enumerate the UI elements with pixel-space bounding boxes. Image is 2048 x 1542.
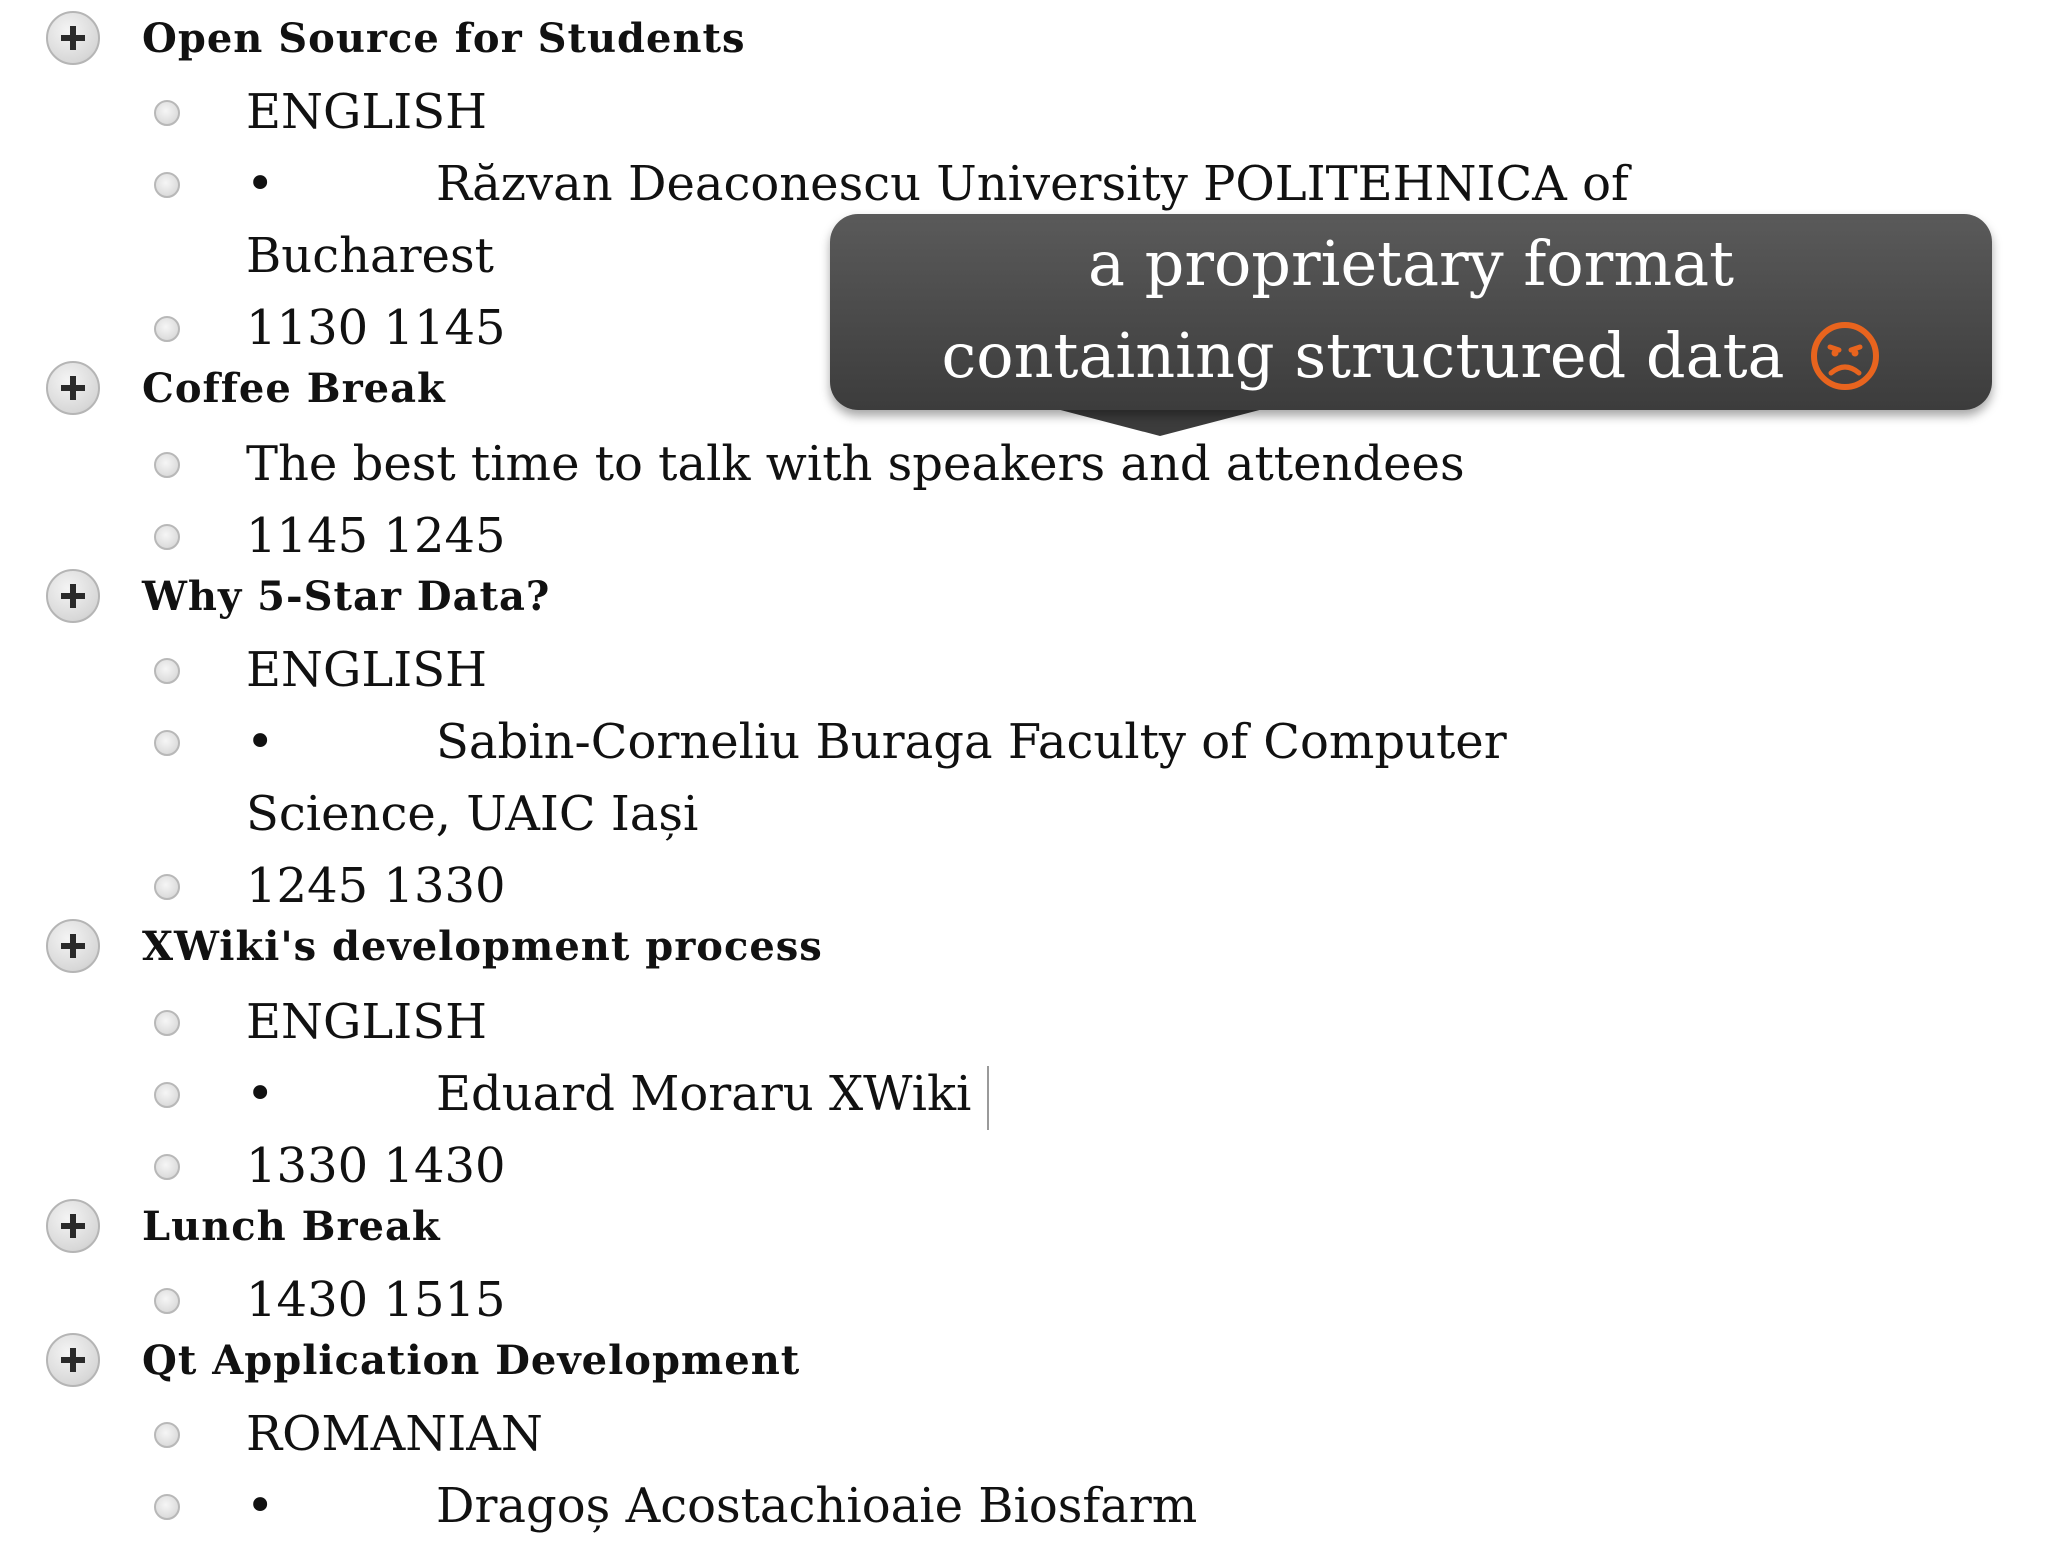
list-item [154, 436, 1465, 500]
section-header-open-source [46, 8, 746, 68]
radio-bullet-icon[interactable] [154, 1082, 180, 1108]
radio-bullet-icon[interactable] [154, 1154, 180, 1180]
bullet-glyph: • [246, 1478, 275, 1534]
section-title: Lunch Break [142, 1202, 441, 1250]
text-cursor [987, 1066, 989, 1130]
callout-line-2-text: containing structured data [941, 319, 1785, 392]
list-item [154, 508, 506, 572]
section-title: XWiki's development process [142, 922, 823, 970]
item-text-main: Sabin-Corneliu Buraga Faculty of Computer [436, 714, 1507, 770]
expand-plus-icon[interactable] [46, 1199, 100, 1253]
list-item [154, 1066, 989, 1130]
section-header-coffee-break [46, 358, 446, 418]
list-item [154, 1272, 506, 1336]
expand-plus-icon[interactable] [46, 361, 100, 415]
expand-plus-icon[interactable] [46, 1333, 100, 1387]
section-title: Coffee Break [142, 364, 446, 412]
item-text: 1130 1145 [246, 300, 506, 356]
radio-bullet-icon[interactable] [154, 100, 180, 126]
list-item [154, 642, 487, 706]
radio-bullet-icon[interactable] [154, 658, 180, 684]
list-item [154, 84, 487, 148]
radio-bullet-icon[interactable] [154, 874, 180, 900]
item-text: 1245 1330 [246, 858, 506, 914]
item-text: 1145 1245 [246, 508, 506, 564]
item-text-main: Dragoș Acostachioaie Biosfarm [436, 1478, 1198, 1534]
callout-line-2 [830, 310, 1992, 402]
list-item [154, 858, 506, 922]
radio-bullet-icon[interactable] [154, 730, 180, 756]
section-title: Open Source for Students [142, 14, 746, 62]
radio-bullet-icon[interactable] [154, 1422, 180, 1448]
callout-line-1: a proprietary format [1087, 227, 1734, 300]
callout-tooltip [830, 214, 1992, 410]
bullet-glyph: • [246, 714, 275, 770]
radio-bullet-icon[interactable] [154, 1288, 180, 1314]
radio-bullet-icon[interactable] [154, 172, 180, 198]
list-item [154, 1478, 1198, 1542]
section-header-qt [46, 1330, 800, 1390]
radio-bullet-icon[interactable] [154, 524, 180, 550]
radio-bullet-icon[interactable] [154, 1494, 180, 1520]
sad-face-icon [1810, 321, 1880, 391]
radio-bullet-icon[interactable] [154, 316, 180, 342]
expand-plus-icon[interactable] [46, 11, 100, 65]
section-title: Why 5-Star Data? [142, 572, 551, 620]
list-item [154, 1406, 543, 1470]
item-text-main: Eduard Moraru XWiki [436, 1066, 972, 1122]
item-text: ROMANIAN [246, 1406, 543, 1462]
bullet-glyph: • [246, 1066, 275, 1122]
list-item [154, 300, 506, 364]
item-text [246, 1470, 1197, 1542]
item-text: 1430 1515 [246, 1272, 506, 1328]
item-text-wrap: Science, UAIC Iași [246, 786, 699, 842]
item-text: ENGLISH [246, 994, 487, 1050]
section-header-xwiki [46, 916, 823, 976]
item-text-wrap: Bucharest [246, 228, 494, 284]
bullet-glyph: • [246, 156, 275, 212]
list-item [154, 714, 1507, 850]
item-text: ENGLISH [246, 642, 487, 698]
expand-plus-icon[interactable] [46, 919, 100, 973]
radio-bullet-icon[interactable] [154, 1010, 180, 1036]
item-text-main: Răzvan Deaconescu University POLITEHNICA of [436, 156, 1629, 212]
radio-bullet-icon[interactable] [154, 452, 180, 478]
item-text: The best time to talk with speakers and attendees [246, 436, 1465, 492]
list-item [154, 994, 487, 1058]
item-text[interactable] [246, 1058, 989, 1130]
section-header-why-5-star-data [46, 566, 550, 626]
section-title: Qt Application Development [142, 1336, 801, 1384]
section-header-lunch-break [46, 1196, 441, 1256]
item-text: 1330 1430 [246, 1138, 506, 1194]
list-item [154, 1138, 506, 1202]
expand-plus-icon[interactable] [46, 569, 100, 623]
item-text [246, 706, 1507, 850]
item-text: ENGLISH [246, 84, 487, 140]
